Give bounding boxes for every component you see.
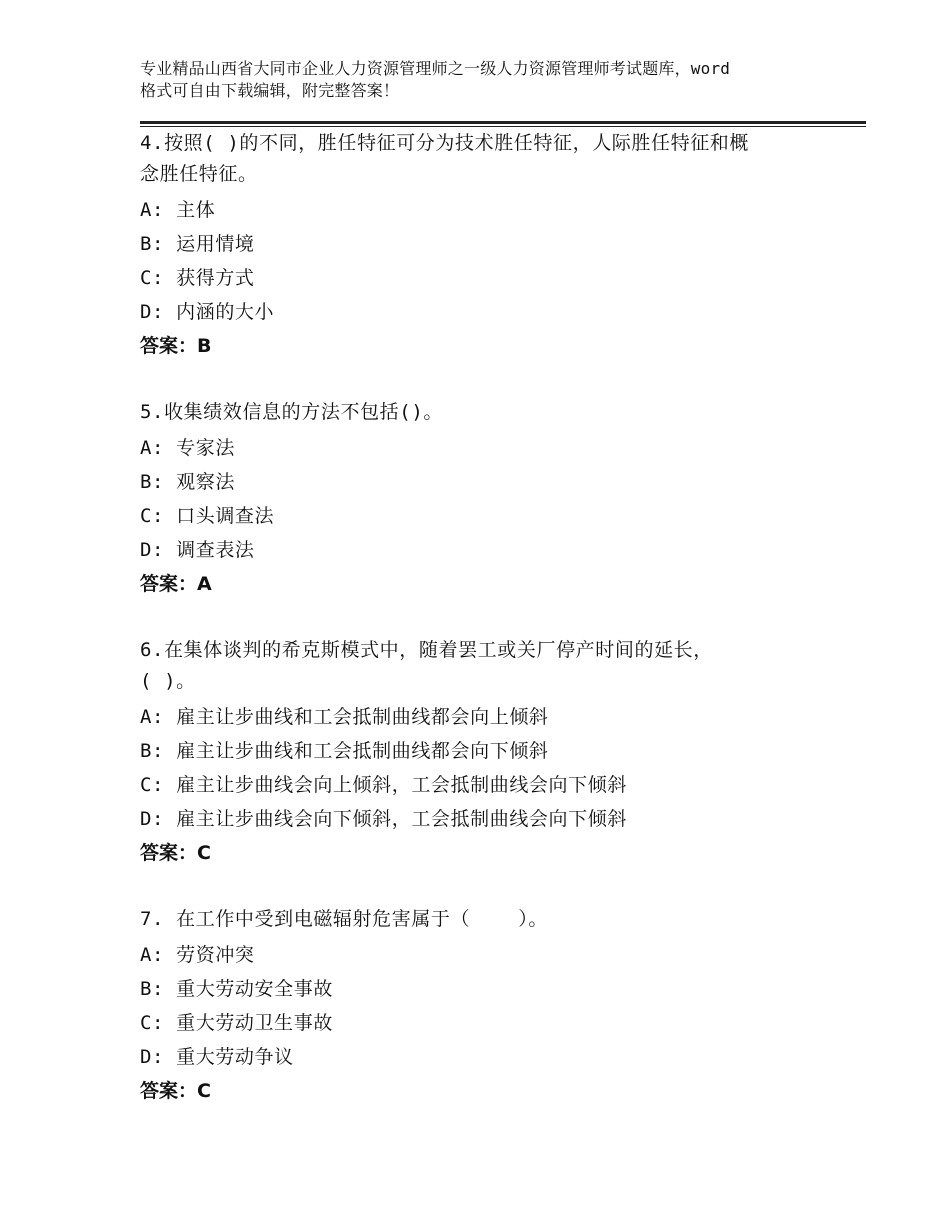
question-5 <box>140 397 840 601</box>
question-4 <box>140 128 840 363</box>
option-b: B: 观察法 <box>140 471 235 493</box>
question-text <box>140 635 840 697</box>
answer: 答案：C <box>140 842 211 864</box>
question-text <box>140 397 840 428</box>
option-c: C: 重大劳动卫生事故 <box>140 1012 333 1034</box>
option-b: B: 运用情境 <box>140 233 255 255</box>
answer: 答案：A <box>140 573 212 595</box>
question-6 <box>140 635 840 870</box>
option-c: C: 获得方式 <box>140 267 255 289</box>
answer: 答案：C <box>140 1080 211 1102</box>
option-b: B: 雇主让步曲线和工会抵制曲线都会向下倾斜 <box>140 740 549 762</box>
question-text <box>140 128 840 190</box>
question-text-line-1: 7. 在工作中受到电磁辐射危害属于（ ）。 <box>140 908 548 930</box>
header-divider-thick <box>140 121 866 124</box>
header-divider-thin <box>140 126 866 127</box>
spacer <box>140 870 840 904</box>
answer: 答案：B <box>140 335 212 357</box>
document-header <box>140 58 830 102</box>
option-a: A: 雇主让步曲线和工会抵制曲线都会向上倾斜 <box>140 706 549 728</box>
option-b: B: 重大劳动安全事故 <box>140 978 333 1000</box>
option-d: D: 调查表法 <box>140 539 255 561</box>
spacer <box>140 363 840 397</box>
question-text-line-1: 5.收集绩效信息的方法不包括()。 <box>140 401 443 423</box>
option-a: A: 专家法 <box>140 437 235 459</box>
question-text <box>140 904 840 935</box>
option-d: D: 内涵的大小 <box>140 301 275 323</box>
option-d: D: 重大劳动争议 <box>140 1046 294 1068</box>
option-c: C: 雇主让步曲线会向上倾斜，工会抵制曲线会向下倾斜 <box>140 774 627 796</box>
question-text-line-2: 念胜任特征。 <box>140 163 258 185</box>
option-c: C: 口头调查法 <box>140 505 275 527</box>
spacer <box>140 601 840 635</box>
header-line-1: 专业精品山西省大同市企业人力资源管理师之一级人力资源管理师考试题库，word <box>140 59 731 78</box>
header-line-2: 格式可自由下载编辑，附完整答案！ <box>140 81 400 100</box>
question-7 <box>140 904 840 1108</box>
question-text-line-1: 4.按照( )的不同，胜任特征可分为技术胜任特征，人际胜任特征和概 <box>140 132 749 154</box>
option-d: D: 雇主让步曲线会向下倾斜，工会抵制曲线会向下倾斜 <box>140 808 627 830</box>
option-a: A: 劳资冲突 <box>140 944 255 966</box>
question-text-line-2: ( )。 <box>140 670 196 692</box>
question-list <box>140 128 840 1108</box>
option-a: A: 主体 <box>140 199 216 221</box>
question-text-line-1: 6.在集体谈判的希克斯模式中，随着罢工或关厂停产时间的延长， <box>140 639 713 661</box>
